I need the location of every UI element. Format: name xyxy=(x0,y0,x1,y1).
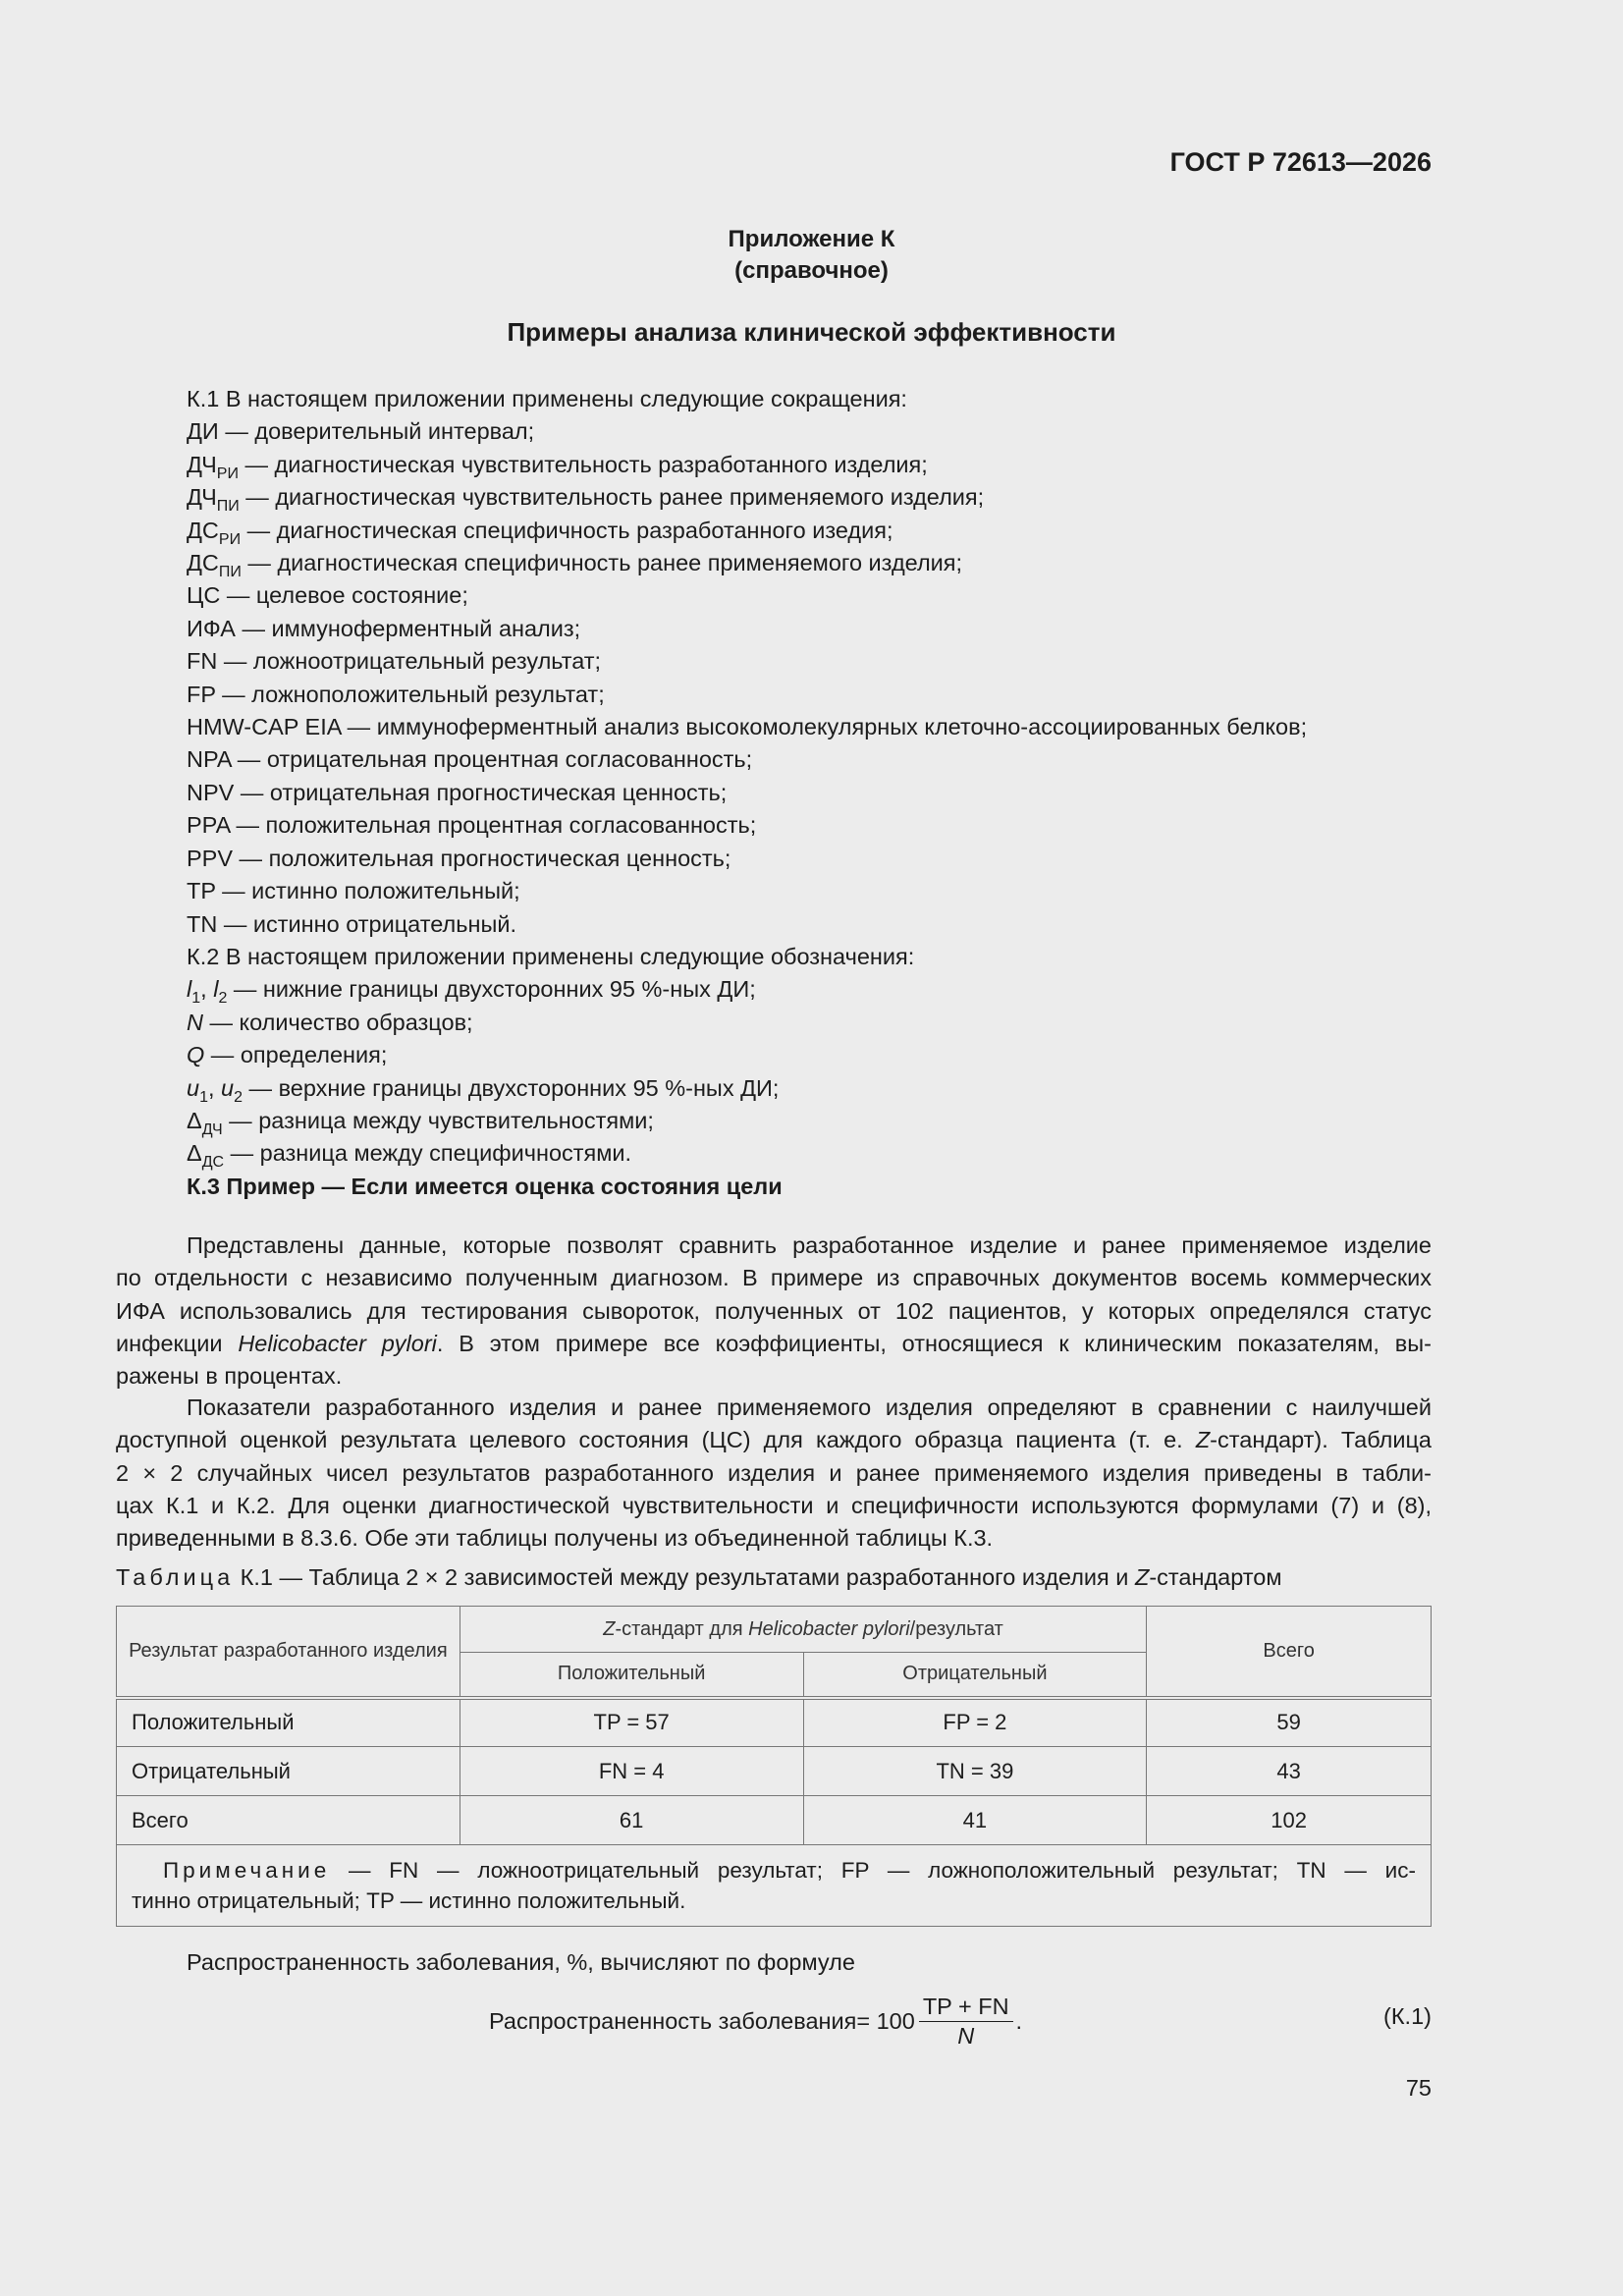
abbr-ci: ДИ — доверительный интервал; xyxy=(187,418,535,445)
formula-fraction: $\frac{TP + FN}{N}$ xyxy=(919,1994,1013,2050)
symbols-intro: К.2 В настоящем приложении применены следующие обозначения: xyxy=(187,943,915,969)
abbreviations-intro: К.1 В настоящем приложении применены следующие сокращения: xyxy=(187,386,907,411)
abbr-tp: TP — истинно положительный; xyxy=(187,878,520,904)
prevalence-text: Распространенность заболевания, %, вычисляют по формуле xyxy=(187,1949,855,1975)
header-positive: Положительный xyxy=(460,1653,803,1698)
abbr-hmw: HMW-CAP EIA — иммуноферментный анализ высокомолекулярных клеточно-ассоциированных белков; xyxy=(187,714,1308,740)
abbr-ds-ri: $ДС_{РИ}$ — диагностическая специфичность разработанного изедия; xyxy=(187,517,893,548)
symbol-n: N — количество образцов; xyxy=(187,1009,473,1035)
symbol-q: Q — определения; xyxy=(187,1042,388,1068)
abbr-ppa: PPA — положительная процентная согласованность; xyxy=(187,812,757,839)
table-row: Всего 61 41 102 xyxy=(117,1796,1432,1845)
abbr-npa: NPA — отрицательная процентная согласованность; xyxy=(187,746,753,773)
header-z-standard: Z-стандарт для Helicobacter pylori/результат xyxy=(460,1607,1147,1653)
annex-title: Приложение К xyxy=(728,226,895,252)
table-row: Отрицательный FN = 4 TN = 39 43 xyxy=(117,1747,1432,1796)
abbr-tn: TN — истинно отрицательный. xyxy=(187,910,516,937)
section-title: Примеры анализа клинической эффективности xyxy=(507,317,1116,347)
abbr-ifa: ИФА — иммуноферментный анализ; xyxy=(187,615,581,641)
paragraph-intro: Представлены данные, которые позволят сравнить разработанное изделие и ранее применяемое изделие по отдельности с независимо полученным диагнозом. В примере из справочных документов восемь коммерческих ИФА использовались для тестирования сывороток, полученных от 102 пациентов, у которых определялся статус инфекции Helicobacter pylori. В этом примере все коэффициенты, относящиеся к клиническим показателям, вы- ражены в процентах. xyxy=(116,1232,1432,1390)
symbol-delta-ds: $\Delta_{ДС}$ — разница между специфичностями. xyxy=(187,1140,632,1172)
abbr-ds-pi: $ДС_{ПИ}$ — диагностическая специфичность ранее применяемого изделия; xyxy=(187,550,963,581)
paragraph-method: Показатели разработанного изделия и ранее применяемого изделия определяют в сравнении с наилучшей доступной оценкой результата целевого состояния (ЦС) для каждого образца пациента (т. е. Z-стандарт). Таблица 2 × 2 случайных чисел результатов разработанного изделия и ранее применяемого изделия приведены в табли- цах К.1 и К.2. Для оценки диагностической чувствительности и специфичности используются формулами (7) и (8), приведенными в 8.3.6. Обе эти таблицы получены из объединенной таблицы К.3. xyxy=(116,1394,1432,1552)
abbr-npv: NPV — отрицательная прогностическая ценность; xyxy=(187,779,728,805)
annex-type: (справочное) xyxy=(734,257,889,284)
table-note: Примечание — FN — ложноотрицательный результат; FP — ложноположительный результат; TN — ис- тинно отрицательный; TP — истинно положительный. xyxy=(117,1845,1432,1927)
abbr-dch-pi: $ДЧ_{ПИ}$ — диагностическая чувствительность ранее применяемого изделия; xyxy=(187,484,985,516)
abbr-fn: FN — ложноотрицательный результат; xyxy=(187,648,602,675)
header-negative: Отрицательный xyxy=(803,1653,1147,1698)
symbol-delta-dch: $\Delta_{ДЧ}$ — разница между чувствительностями; xyxy=(187,1107,654,1138)
annex-heading xyxy=(0,224,1623,287)
prevalence-formula: Распространенность заболевания = 100 $\frac{TP + FN}{N}$ . xyxy=(489,1994,1023,2049)
standard-code: ГОСТ Р 72613—2026 xyxy=(1169,147,1432,177)
symbol-u: $u_1$, $u_2$ — верхние границы двухсторонних 95 %-ных ДИ; xyxy=(187,1074,780,1106)
header-result: Результат разработанного изделия xyxy=(117,1607,460,1698)
table-row: Положительный TP = 57 FP = 2 59 xyxy=(117,1698,1432,1747)
subsection-k3-title: К.3 Пример — Если имеется оценка состояния цели xyxy=(187,1173,783,1199)
abbr-fp: FP — ложноположительный результат; xyxy=(187,681,605,707)
abbr-dch-ri: $ДЧ_{РИ}$ — диагностическая чувствительность разработанного изделия; xyxy=(187,451,928,482)
abbr-cs: ЦС — целевое состояние; xyxy=(187,582,468,609)
header-total: Всего xyxy=(1147,1607,1432,1698)
symbol-l: $l_1$, $l_2$ — нижние границы двухсторонних 95 %-ных ДИ; xyxy=(187,976,756,1008)
page-number: 75 xyxy=(1405,2075,1432,2101)
abbr-ppv: PPV — положительная прогностическая ценность; xyxy=(187,845,731,871)
table-note-row xyxy=(117,1845,1432,1927)
table-header-row xyxy=(117,1607,1432,1653)
definitions-list xyxy=(187,383,1307,1203)
contingency-table xyxy=(116,1606,1432,1927)
table-caption: Таблица К.1 — Таблица 2 × 2 зависимостей между результатами разработанного изделия и Z-стандартом xyxy=(116,1564,1282,1590)
equation-number: (К.1) xyxy=(1383,2003,1432,2029)
